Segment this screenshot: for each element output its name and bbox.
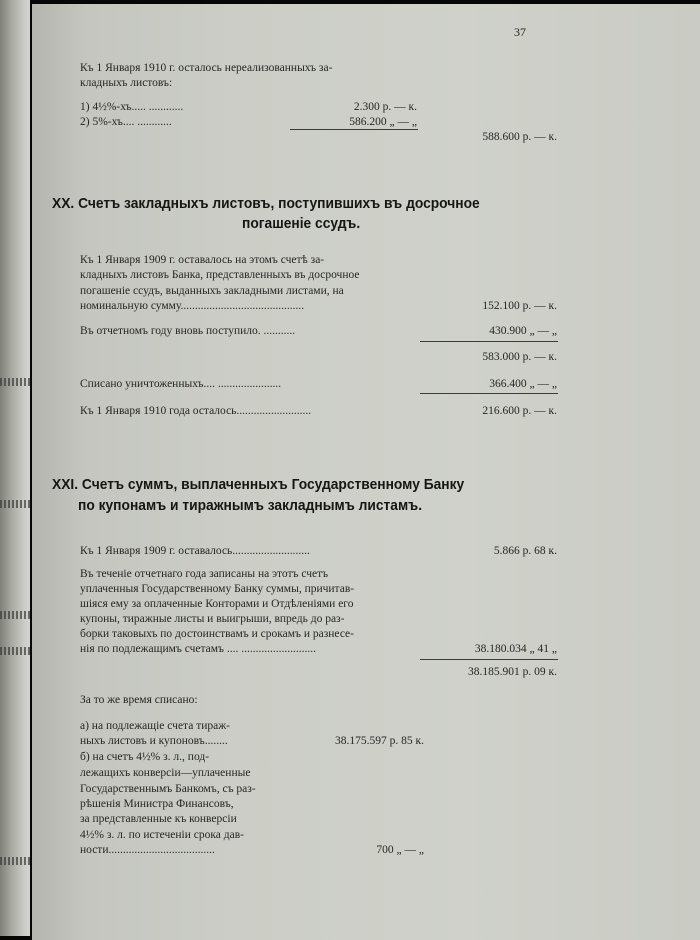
sum-rule	[420, 341, 558, 342]
intro-item-label: 1) 4½%-хъ..... ............	[80, 101, 184, 113]
paragraph-line: уплаченныя Государственному Банку суммы, причитав-	[80, 583, 355, 595]
amount: 430.900 „ — „	[489, 325, 557, 337]
previous-page-edge	[0, 0, 30, 936]
section-title: XXI. Счетъ суммъ, выплаченныхъ Государственному Банку	[52, 476, 465, 493]
paragraph-line: погашеніе ссудъ, выданныхъ закладными листами, на	[80, 285, 344, 297]
paragraph-line: кладныхъ листовъ Банка, представленныхъ въ досрочное	[80, 269, 360, 281]
paragraph-line: Въ теченіе отчетнаго года записаны на этотъ счетъ	[80, 568, 329, 580]
paragraph-line: борки таковыхъ по достоинствамъ и срокамъ и разнесе-	[80, 628, 354, 640]
previous-page-fragment	[0, 647, 30, 655]
item-line: б) на счетъ 4½% з. л., под-	[80, 751, 210, 763]
intro-item-value: 2.300 р. — к.	[353, 101, 417, 113]
item-line: ныхъ листовъ и купоновъ........	[80, 735, 228, 747]
item-line: ности.....................................	[80, 844, 215, 856]
paragraph-line: нія по подлежащимъ счетамъ .... ..........................	[80, 643, 316, 655]
intro-line: Къ 1 Января 1910 г. осталось нереализованныхъ за-	[80, 62, 333, 74]
subtotal: 38.185.901 р. 09 к.	[468, 666, 557, 678]
item-line: а) на подлежащіе счета тираж-	[80, 720, 231, 732]
previous-page-fragment	[0, 857, 30, 865]
amount: 366.400 „ — „	[489, 378, 557, 390]
item-line: Государственнымъ Банкомъ, съ раз-	[80, 783, 256, 795]
item-line: 4½% з. л. по истеченіи срока дав-	[80, 829, 244, 841]
row-label: Къ 1 Января 1910 года осталось..........................	[80, 405, 312, 417]
row-label: Списано уничтоженныхъ.... ......................	[80, 378, 282, 390]
intro-item-label: 2) 5%-хъ.... ............	[80, 116, 172, 128]
amount: 216.600 р. — к.	[482, 405, 557, 417]
paragraph-line: номинальную сумму...........................................	[80, 300, 305, 312]
row-label: За то же время списано:	[80, 694, 198, 706]
item-line: лежащихъ конверсіи—уплаченные	[80, 767, 251, 779]
row-label: Въ отчетномъ году вновь поступило. ...........	[80, 325, 296, 337]
amount: 700 „ — „	[376, 844, 424, 856]
previous-page-fragment	[0, 611, 30, 619]
amount: 38.175.597 р. 85 к.	[335, 735, 424, 747]
row-label: Къ 1 Января 1909 г. оставалось...........................	[80, 545, 310, 557]
subtotal: 583.000 р. — к.	[482, 351, 557, 363]
section-title: погашеніе ссудъ.	[242, 215, 361, 232]
intro-line: кладныхъ листовъ:	[80, 77, 173, 89]
intro-total: 588.600 р. — к.	[482, 131, 557, 143]
previous-page-fragment	[0, 378, 30, 386]
paragraph-line: шіяся ему за оплаченные Конторами и Отдѣленіями его	[80, 598, 354, 610]
amount: 152.100 р. — к.	[482, 300, 557, 312]
amount: 38.180.034 „ 41 „	[474, 643, 557, 655]
paragraph-line: купоны, тиражные листы и выигрыши, впредь до раз-	[80, 613, 345, 625]
sum-rule	[420, 659, 558, 660]
page-number: 37	[514, 25, 526, 39]
section-title: по купонамъ и тиражнымъ закладнымъ листамъ.	[78, 497, 423, 514]
item-line: рѣшенія Министра Финансовъ,	[80, 798, 234, 810]
sum-rule	[420, 393, 558, 394]
sum-rule	[290, 129, 418, 130]
section-title: XX. Счетъ закладныхъ листовъ, поступившихъ въ досрочное	[52, 195, 480, 212]
item-line: за представленные къ конверсіи	[80, 813, 237, 825]
amount: 5.866 р. 68 к.	[493, 545, 557, 557]
document-page	[32, 4, 700, 940]
previous-page-fragment	[0, 500, 30, 508]
paragraph-line: Къ 1 Января 1909 г. оставалось на этомъ счетѣ за-	[80, 254, 325, 266]
intro-item-value: 586.200 „ — „	[349, 116, 417, 128]
